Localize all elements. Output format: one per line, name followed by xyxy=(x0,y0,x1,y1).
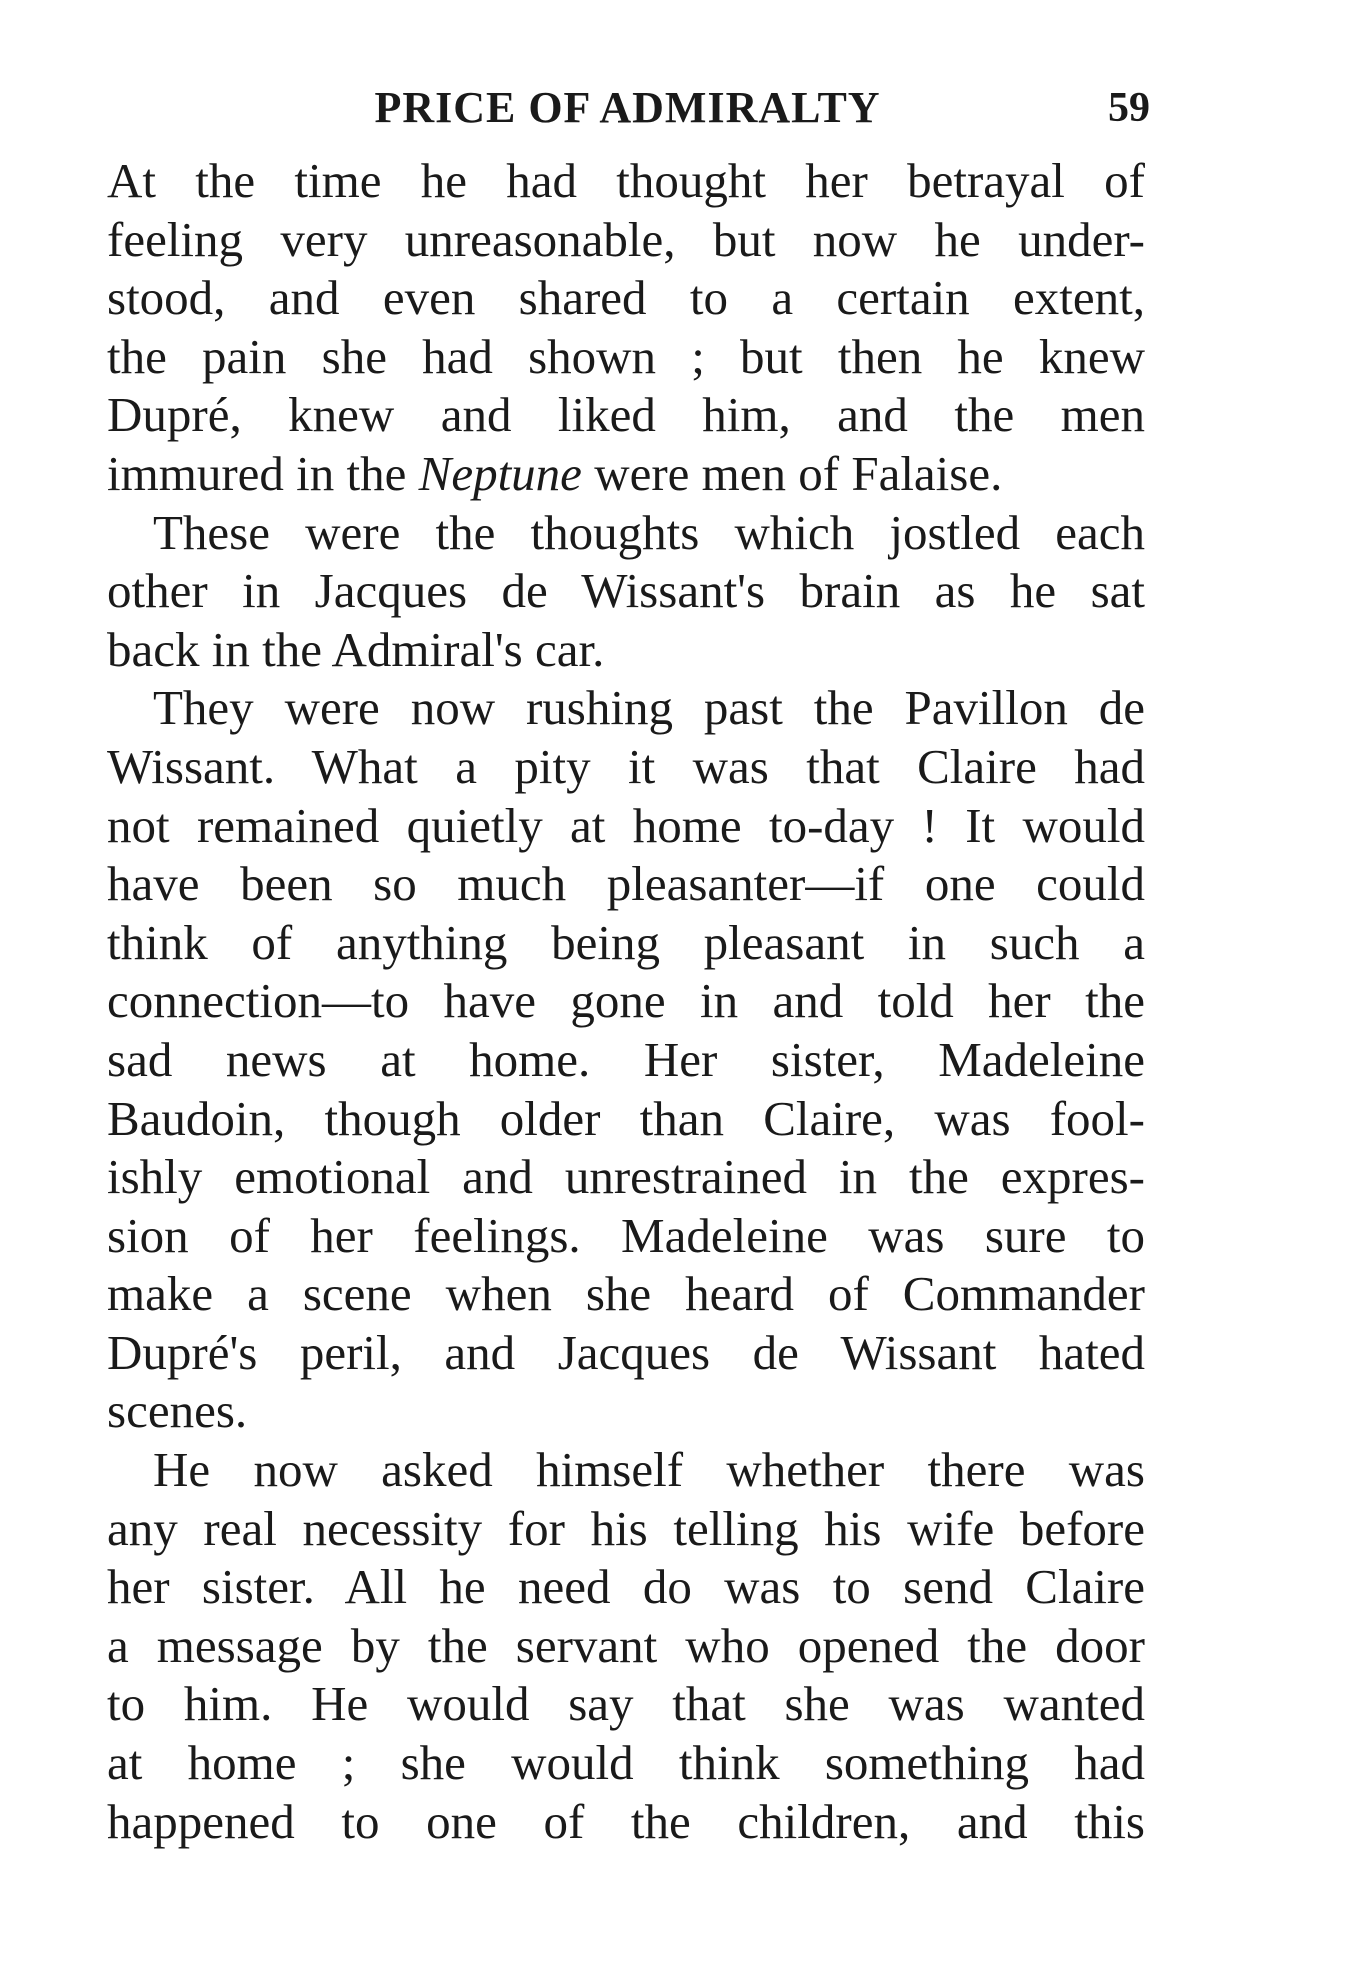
ship-name-italic: Neptune xyxy=(418,445,582,501)
text-line: any real necessity for his telling his wife before xyxy=(107,1500,1145,1556)
text-line: scenes. xyxy=(107,1383,248,1439)
paragraph xyxy=(107,1441,1145,1851)
text-line: Baudoin, though older than Claire, was fool- xyxy=(107,1090,1145,1146)
text-line: happened to one of the children, and this xyxy=(107,1793,1145,1849)
text-line: Dupré, knew and liked him, and the men xyxy=(107,387,1145,443)
text-line: back in the Admiral's car. xyxy=(107,621,605,677)
text-line: the pain she had shown ; but then he knew xyxy=(107,328,1145,384)
text-line: make a scene when she heard of Commander xyxy=(107,1266,1145,1322)
paragraph xyxy=(107,504,1145,680)
paragraph xyxy=(107,152,1145,504)
text-line: to him. He would say that she was wanted xyxy=(107,1676,1145,1732)
page-number: 59 xyxy=(1108,85,1150,131)
text-line: Wissant. What a pity it was that Claire had xyxy=(107,738,1145,794)
text-line xyxy=(107,445,1145,504)
text-line: They were now rushing past the Pavillon de xyxy=(153,680,1145,736)
text-line: a message by the servant who opened the door xyxy=(107,1617,1145,1673)
text-line: at home ; she would think something had xyxy=(107,1735,1145,1791)
text-line: ishly emotional and unrestrained in the expres- xyxy=(107,1149,1145,1205)
text-line-with-italic: immured in the Neptune were men of Falaise. xyxy=(107,445,1003,501)
text-line: feeling very unreasonable, but now he under- xyxy=(107,211,1145,267)
running-title: PRICE OF ADMIRALTY xyxy=(374,83,881,132)
body-text xyxy=(107,152,1145,1851)
text-line: her sister. All he need do was to send Claire xyxy=(107,1559,1145,1615)
running-head xyxy=(105,80,1150,136)
text-line: These were the thoughts which jostled each xyxy=(153,504,1145,560)
text-line: not remained quietly at home to-day ! It would xyxy=(107,797,1145,853)
text-line: think of anything being pleasant in such a xyxy=(107,914,1145,970)
text-line: Dupré's peril, and Jacques de Wissant hated xyxy=(107,1324,1145,1380)
text-line: connection—to have gone in and told her the xyxy=(107,973,1145,1029)
text-line: sad news at home. Her sister, Madeleine xyxy=(107,1031,1145,1087)
text-line: At the time he had thought her betrayal of xyxy=(107,153,1145,208)
text-line: sion of her feelings. Madeleine was sure to xyxy=(107,1207,1145,1263)
text-line: have been so much pleasanter—if one could xyxy=(107,856,1145,912)
text-line: He now asked himself whether there was xyxy=(153,1442,1145,1498)
text-line: stood, and even shared to a certain extent, xyxy=(107,270,1145,326)
paragraph xyxy=(107,679,1145,1441)
text-line: other in Jacques de Wissant's brain as he sat xyxy=(107,563,1145,619)
